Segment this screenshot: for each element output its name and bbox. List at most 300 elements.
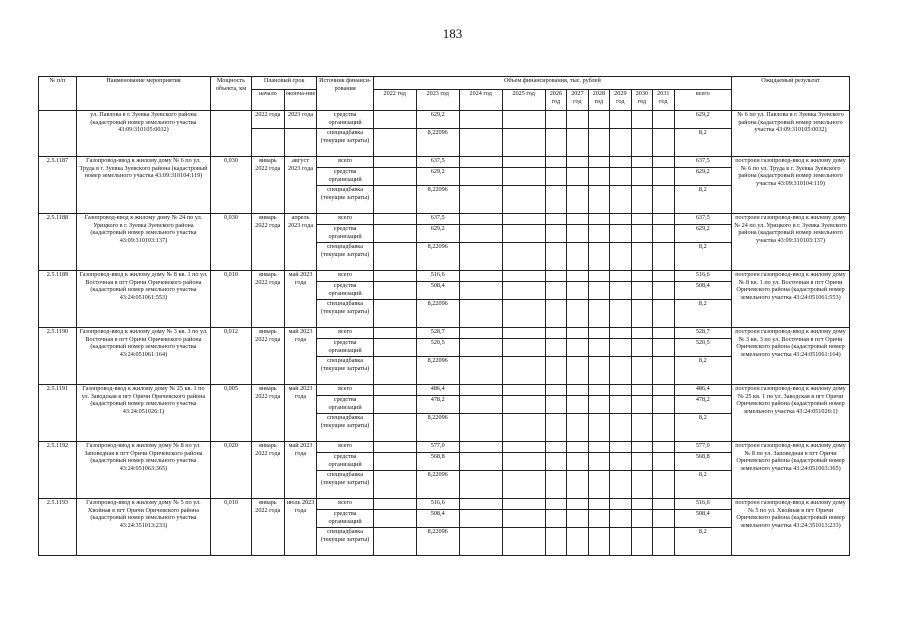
funding-source: средства организаций [317, 396, 373, 414]
funding-source: средства организаций [317, 282, 373, 300]
value-year [610, 528, 631, 556]
value-year [653, 442, 674, 453]
value-year [459, 328, 502, 339]
value-year [567, 111, 588, 129]
value-year [567, 442, 588, 453]
start-date: январь 2022 года [251, 157, 284, 214]
header-funding: Объем финансирования, тыс. рублей [373, 77, 731, 90]
value-year [588, 528, 609, 556]
table-body [39, 111, 850, 556]
value-year [545, 442, 566, 453]
table-header [39, 77, 850, 111]
value-year [653, 243, 674, 271]
value-year [502, 129, 545, 157]
header-year: 2024 год [459, 90, 502, 111]
value-year [610, 168, 631, 186]
value-year [502, 111, 545, 129]
value-year [567, 129, 588, 157]
value-2023: 516,6 [416, 499, 459, 510]
value-2023: 8,22096 [416, 357, 459, 385]
value-total: 637,5 [674, 157, 731, 168]
value-2022 [373, 300, 416, 328]
value-total: 8,2 [674, 186, 731, 214]
value-2022 [373, 396, 416, 414]
value-total: 629,2 [674, 225, 731, 243]
value-year [653, 214, 674, 225]
value-year [610, 471, 631, 499]
value-2022 [373, 186, 416, 214]
value-year [459, 300, 502, 328]
value-year [459, 186, 502, 214]
value-year [545, 471, 566, 499]
value-year [502, 243, 545, 271]
start-date: январь 2022 года [251, 442, 284, 499]
value-2022 [373, 453, 416, 471]
value-2022 [373, 129, 416, 157]
end-date [284, 129, 317, 157]
start-date: январь 2022 года [251, 214, 284, 271]
expected-result: построен газопровод-ввод к жилому дому № 24 по ул. Урицкого в г. Зуевка Зуевского района (кадастровый номер земельного участка 43:09:310103:137) [732, 214, 850, 271]
value-year [459, 111, 502, 129]
value-year [545, 328, 566, 339]
value-year [653, 282, 674, 300]
value-year [567, 328, 588, 339]
value-year [502, 339, 545, 357]
value-2023: 8,22096 [416, 129, 459, 157]
funding-table [38, 76, 850, 556]
value-year [545, 111, 566, 129]
value-2022 [373, 528, 416, 556]
value-year [631, 168, 652, 186]
value-2022 [373, 282, 416, 300]
value-year [631, 385, 652, 396]
row-number: 2.5.1191 [39, 385, 77, 442]
value-year [459, 282, 502, 300]
value-year [459, 157, 502, 168]
funding-source: всего [317, 385, 373, 396]
value-year [653, 271, 674, 282]
value-year [653, 414, 674, 442]
table-row [39, 385, 850, 396]
header-total: всего [674, 90, 731, 111]
value-year [459, 499, 502, 510]
value-year [459, 271, 502, 282]
value-year [502, 471, 545, 499]
value-year [567, 243, 588, 271]
measure-name: Газопровод-ввод к жилому дому № 24 по ул. Урицкого в г. Зуевка Зуевского района (кадастровый номер земельного участка 43:09:310103:137) [76, 214, 210, 271]
value-year [588, 339, 609, 357]
value-year [567, 453, 588, 471]
value-year [545, 528, 566, 556]
funding-source: спецнадбавка (текущие затраты) [317, 186, 373, 214]
value-year [653, 328, 674, 339]
value-year [610, 225, 631, 243]
value-year [588, 385, 609, 396]
value-year [567, 528, 588, 556]
value-year [459, 129, 502, 157]
value-year [588, 111, 609, 129]
value-year [653, 129, 674, 157]
value-2022 [373, 339, 416, 357]
value-year [631, 300, 652, 328]
funding-source: средства организаций [317, 168, 373, 186]
value-year [631, 414, 652, 442]
value-year [653, 168, 674, 186]
value-2023: 8,22096 [416, 186, 459, 214]
value-2022 [373, 357, 416, 385]
value-year [545, 225, 566, 243]
value-year [459, 471, 502, 499]
value-year [502, 499, 545, 510]
value-year [631, 471, 652, 499]
value-2023: 528,7 [416, 328, 459, 339]
value-total: 577,0 [674, 442, 731, 453]
expected-result: № 6 по ул. Павлова в г. Зуевка Зуевского района (кадастровый номер земельного участка 43:09:310105:0032) [732, 111, 850, 157]
value-year [653, 453, 674, 471]
header-year: 2025 год [502, 90, 545, 111]
value-year [610, 385, 631, 396]
value-year [610, 300, 631, 328]
value-2023: 508,4 [416, 510, 459, 528]
value-2023: 8,22096 [416, 300, 459, 328]
value-year [567, 357, 588, 385]
value-2023: 8,22096 [416, 243, 459, 271]
measure-name: Газопровод-ввод к жилому дому № 8 по ул. Заповедная в пгт Оричи Оричевского района (кадастровый номер земельного участка 43:24:051063:365) [76, 442, 210, 499]
value-2022 [373, 271, 416, 282]
value-year [502, 396, 545, 414]
value-year [653, 186, 674, 214]
value-2023: 8,22096 [416, 414, 459, 442]
value-2023: 629,2 [416, 168, 459, 186]
value-year [588, 129, 609, 157]
value-year [610, 328, 631, 339]
value-total: 486,4 [674, 385, 731, 396]
value-2022 [373, 510, 416, 528]
value-year [631, 271, 652, 282]
value-total: 637,5 [674, 214, 731, 225]
value-2022 [373, 385, 416, 396]
value-year [459, 339, 502, 357]
value-total: 8,2 [674, 243, 731, 271]
value-year [567, 396, 588, 414]
start-date: 2022 года [251, 111, 284, 129]
capacity-cell [210, 111, 251, 157]
header-start: начало [251, 90, 284, 111]
value-year [588, 357, 609, 385]
value-total: 508,4 [674, 510, 731, 528]
capacity-cell: 0,030 [210, 214, 251, 271]
value-2023: 508,4 [416, 282, 459, 300]
header-year: 2030 год [631, 90, 652, 111]
value-year [502, 168, 545, 186]
end-date: май 2023 года [284, 442, 317, 499]
value-total: 629,2 [674, 111, 731, 129]
value-year [631, 339, 652, 357]
measure-name: Газопровод-ввод к жилому дому № 8 кв. 1 по ул. Восточная в пгт Оричи Оричевского района (кадастровый номер земельного участка 43:24:051061:553) [76, 271, 210, 328]
value-year [502, 357, 545, 385]
value-year [631, 111, 652, 129]
value-year [459, 243, 502, 271]
value-year [567, 168, 588, 186]
value-year [567, 499, 588, 510]
value-year [459, 528, 502, 556]
value-year [545, 271, 566, 282]
expected-result: построен газопровод-ввод к жилому дому № 25 кв. 1 по ул. Заводская в пгт Оричи Оричевского района (кадастровый номер земельного участка 43:24:051026:1) [732, 385, 850, 442]
value-year [545, 282, 566, 300]
value-year [567, 271, 588, 282]
value-year [610, 357, 631, 385]
value-year [588, 328, 609, 339]
value-2022 [373, 157, 416, 168]
value-year [459, 453, 502, 471]
value-year [610, 396, 631, 414]
value-year [502, 157, 545, 168]
measure-name: Газопровод-ввод к жилому дому № 5 по ул. Хвойная в пгт Оричи Оричевского района (кадастровый номер земельного участка 43:24:351013:233) [76, 499, 210, 556]
value-total: 516,6 [674, 271, 731, 282]
funding-source: всего [317, 328, 373, 339]
value-year [631, 528, 652, 556]
value-year [653, 339, 674, 357]
value-year [610, 214, 631, 225]
value-year [631, 328, 652, 339]
funding-source: средства организаций [317, 111, 373, 129]
value-year [653, 396, 674, 414]
row-number: 2.5.1188 [39, 214, 77, 271]
table-row [39, 442, 850, 453]
measure-name: Газопровод-ввод к жилому дому № 6 по ул. Труда в г. Зуевка Зуевского района (кадастровый номер земельного участка 43:09:310104:119) [76, 157, 210, 214]
value-year [502, 300, 545, 328]
end-date: май 2023 года [284, 385, 317, 442]
value-year [502, 186, 545, 214]
value-2022 [373, 471, 416, 499]
value-2023: 8,22096 [416, 528, 459, 556]
value-year [588, 453, 609, 471]
value-year [545, 243, 566, 271]
value-year [631, 357, 652, 385]
value-total: 516,6 [674, 499, 731, 510]
value-year [631, 499, 652, 510]
value-year [610, 339, 631, 357]
funding-source: средства организаций [317, 510, 373, 528]
value-year [653, 528, 674, 556]
value-2022 [373, 168, 416, 186]
row-number: 2.5.1193 [39, 499, 77, 556]
value-year [588, 414, 609, 442]
end-date: май 2023 года [284, 271, 317, 328]
value-year [588, 442, 609, 453]
value-2023: 637,5 [416, 157, 459, 168]
value-year [653, 385, 674, 396]
value-year [610, 129, 631, 157]
value-2022 [373, 414, 416, 442]
value-total: 568,8 [674, 453, 731, 471]
value-year [459, 510, 502, 528]
expected-result: построен газопровод-ввод к жилому дому № 3 кв. 3 по ул. Восточная в пгт Оричи Оричевского района (кадастровый номер земельного участка 43:24:051061:164) [732, 328, 850, 385]
value-year [567, 414, 588, 442]
header-deadline: Плановый срок [251, 77, 317, 90]
funding-source: спецнадбавка (текущие затраты) [317, 300, 373, 328]
value-year [545, 414, 566, 442]
value-year [653, 471, 674, 499]
value-year [588, 510, 609, 528]
table-row [39, 271, 850, 282]
funding-source: всего [317, 214, 373, 225]
header-capacity: Мощность объекта, км [210, 77, 251, 111]
value-year [610, 414, 631, 442]
measure-name: Газопровод-ввод к жилому дому № 3 кв. 3 по ул. Восточная в пгт Оричи Оричевского района (кадастровый номер земельного участка 43:24:051061:164) [76, 328, 210, 385]
value-year [459, 214, 502, 225]
value-year [588, 157, 609, 168]
funding-source: спецнадбавка (текущие затраты) [317, 528, 373, 556]
end-date: 2023 года [284, 111, 317, 129]
value-year [545, 300, 566, 328]
value-year [631, 442, 652, 453]
row-number: 2.5.1189 [39, 271, 77, 328]
funding-source: спецнадбавка (текущие затраты) [317, 414, 373, 442]
value-year [610, 111, 631, 129]
value-year [588, 214, 609, 225]
value-year [545, 129, 566, 157]
funding-source: спецнадбавка (текущие затраты) [317, 471, 373, 499]
value-year [631, 510, 652, 528]
value-year [567, 300, 588, 328]
value-year [653, 510, 674, 528]
funding-source: всего [317, 499, 373, 510]
end-date: август 2023 года [284, 157, 317, 214]
funding-source: всего [317, 271, 373, 282]
value-year [545, 499, 566, 510]
capacity-cell: 0,020 [210, 442, 251, 499]
value-year [631, 186, 652, 214]
value-year [502, 385, 545, 396]
start-date: январь 2022 года [251, 385, 284, 442]
value-year [567, 214, 588, 225]
value-year [459, 168, 502, 186]
value-2023: 520,5 [416, 339, 459, 357]
funding-source: спецнадбавка (текущие затраты) [317, 243, 373, 271]
value-year [502, 328, 545, 339]
end-date: апрель 2023 года [284, 214, 317, 271]
value-year [631, 157, 652, 168]
capacity-cell: 0,012 [210, 328, 251, 385]
value-year [610, 510, 631, 528]
table-row [39, 214, 850, 225]
value-total: 8,2 [674, 357, 731, 385]
value-year [610, 243, 631, 271]
header-source: Источник финанси-рования [317, 77, 373, 111]
value-year [567, 225, 588, 243]
end-date: июль 2023 года [284, 499, 317, 556]
table-row [39, 499, 850, 510]
row-number: 2.5.1190 [39, 328, 77, 385]
value-year [588, 300, 609, 328]
funding-source: средства организаций [317, 339, 373, 357]
value-year [459, 442, 502, 453]
start-date: январь 2022 года [251, 328, 284, 385]
value-year [610, 499, 631, 510]
start-date [251, 129, 284, 157]
value-year [588, 499, 609, 510]
value-year [631, 129, 652, 157]
value-year [567, 339, 588, 357]
value-year [631, 225, 652, 243]
value-2023: 637,5 [416, 214, 459, 225]
value-year [588, 271, 609, 282]
expected-result: построен газопровод-ввод к жилому дому № 6 по ул. Труда в г. Зуевка Зуевского района (кадастровый номер земельного участка 43:09:310104:119) [732, 157, 850, 214]
capacity-cell: 0,010 [210, 499, 251, 556]
value-year [502, 414, 545, 442]
value-year [567, 385, 588, 396]
value-2023: 629,2 [416, 111, 459, 129]
header-year: 2023 год [416, 90, 459, 111]
value-2023: 8,22096 [416, 471, 459, 499]
value-2022 [373, 328, 416, 339]
value-year [502, 271, 545, 282]
expected-result: построен газопровод-ввод к жилому дому № 8 по ул. Заповедная в пгт Оричи Оричевского района (кадастровый номер земельного участка 43:24:051063:365) [732, 442, 850, 499]
value-year [567, 471, 588, 499]
row-number: 2.5.1187 [39, 157, 77, 214]
value-year [631, 214, 652, 225]
value-year [459, 396, 502, 414]
value-total: 8,2 [674, 129, 731, 157]
value-year [459, 385, 502, 396]
measure-name: Газопровод-ввод к жилому дому № 25 кв. 1 по ул. Заводская в пгт Оричи Оричевского района (кадастровый номер земельного участка 43:24:051026:1) [76, 385, 210, 442]
value-year [653, 499, 674, 510]
value-year [653, 357, 674, 385]
row-number: 2.5.1192 [39, 442, 77, 499]
value-2023: 629,2 [416, 225, 459, 243]
value-year [631, 282, 652, 300]
start-date: январь 2022 года [251, 499, 284, 556]
value-year [653, 225, 674, 243]
value-year [502, 528, 545, 556]
value-2023: 478,2 [416, 396, 459, 414]
value-year [567, 186, 588, 214]
value-year [502, 442, 545, 453]
header-name: Наименование мероприятия [76, 77, 210, 111]
value-year [502, 282, 545, 300]
value-total: 8,2 [674, 471, 731, 499]
value-year [459, 357, 502, 385]
value-year [502, 214, 545, 225]
value-year [545, 214, 566, 225]
value-total: 8,2 [674, 414, 731, 442]
table-row [39, 111, 850, 129]
value-2022 [373, 225, 416, 243]
value-year [567, 510, 588, 528]
value-year [567, 282, 588, 300]
value-year [545, 186, 566, 214]
value-year [459, 225, 502, 243]
row-number [39, 111, 77, 157]
value-total: 520,5 [674, 339, 731, 357]
table-row [39, 157, 850, 168]
value-year [653, 111, 674, 129]
value-year [502, 225, 545, 243]
value-year [610, 442, 631, 453]
value-year [545, 157, 566, 168]
value-year [502, 453, 545, 471]
value-year [588, 282, 609, 300]
value-year [588, 471, 609, 499]
value-year [588, 396, 609, 414]
funding-source: спецнадбавка (текущие затраты) [317, 129, 373, 157]
value-2023: 516,6 [416, 271, 459, 282]
capacity-cell: 0,010 [210, 271, 251, 328]
value-year [545, 510, 566, 528]
funding-source: средства организаций [317, 225, 373, 243]
value-total: 8,2 [674, 528, 731, 556]
